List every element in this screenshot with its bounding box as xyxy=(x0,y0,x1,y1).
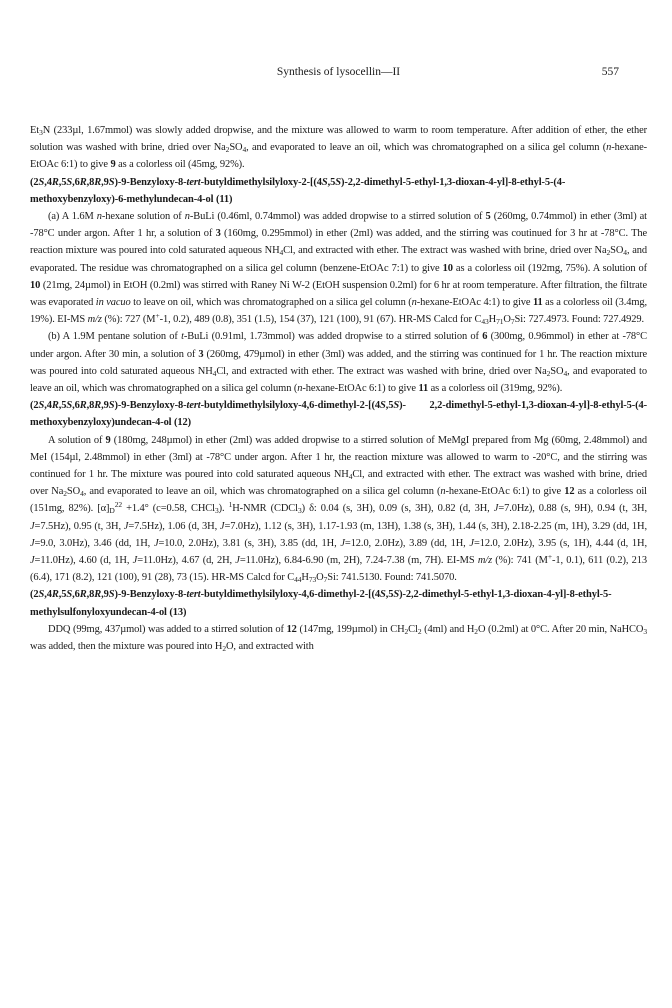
compound-heading-12: (2S,4R,5S,6R,8R,9S)-9-Benzyloxy-8-tert-butyldimethylsilyloxy-4,6-dimethyl-2-[(4S,5S)- 2,2-dimethyl-5-ethyl-1,3-dioxan-4-yl]-8-ethyl-5-(4-methoxybenzyloxy)undecan-4-ol (12) xyxy=(30,400,647,429)
body-paragraph: (b) A 1.9M pentane solution of t-BuLi (0.91ml, 1.73mmol) was added dropwise to a stirred solution of 6 (300mg, 0.96mmol) in ether at -78°C under argon. After 30 min, a solution of 3 (260mg, 479µmol) in ether (3ml) was added, and the stirring was continued for 1 hr. The reaction mixture was poured into cold saturated aqueous $NH_4Cl$, and extracted with ether. The extract was washed with brine, dried over $Na_2SO_4$, and evaporated to leave an oil, which was chromatographed on a silica gel column (n-hexane-EtOAc 6:1) to give 11 as a colorless oil (319mg, 92%). xyxy=(30,331,647,395)
body-paragraph: (a) A 1.6M n-hexane solution of n-BuLi (0.46ml, 0.74mmol) was added dropwise to a stirred solution of 5 (260mg, 0.74mmol) in ether (3ml) at -78°C under argon. After 1 hr, a solution of 3 (160mg, 0.295mmol) in ether (2ml) was added, and the stirring was coutinued for 3 hr at -78°C. The reaction mixture was poured into cold saturated aqueous $NH_4Cl$, and extracted with ether. The extract was washed with brine, dried over $Na_2SO_4$, and evaporated. The residue was chromatographed on a silica gel column (benzene-EtOAc 7:1) to give 10 as a colorless oil (192mg, 75%). A solution of 10 (21mg, 24µmol) in EtOH (0.2ml) was stirred with Raney Ni W-2 (EtOH suspension 0.2ml) for 6 hr at room temperature. After filtration, the filtrate was evaporated in vacuo to leave on oil, which was chromatographed on a silica gel column (n-hexane-EtOAc 4:1) to give 11 as a colorless oil (3.4mg, 19%). EI-MS m/z (%): 727 (M+-1, 0.2), 489 (0.8), 351 (1.5), 154 (37), 121 (100), 91 (67). HR-MS Calcd for $C_{43}H_{71}O_7Si$: 727.4973. Found: 727.4929. xyxy=(30,211,648,327)
article-body xyxy=(30,122,647,655)
compound-heading-13: (2S,4R,5S,6R,8R,9S)-9-Benzyloxy-8-tert-butyldimethylsilyloxy-4,6-dimethyl-2-[(4S,5S)-2,2-dimethyl-5-ethyl-1,3-dioxan-4-yl]-8-ethyl-5-methylsulfonyloxyundecan-4-ol (13) xyxy=(30,589,612,618)
page-number: 557 xyxy=(601,66,619,78)
body-paragraph: $Et_3N$ (233µl, 1.67mmol) was slowly added dropwise, and the mixture was allowed to warm to room temperature. After addition of ether, the ether solution was washed with brine, dried over $Na_2SO_4$, and evaporated to leave an oil, which was chromatographed on a silica gel column (n-hexane-EtOAc 6:1) to give 9 as a colorless oil (45mg, 92%). xyxy=(30,125,647,171)
running-title: Synthesis of lysocellin—II xyxy=(276,66,401,78)
body-paragraph: A solution of 9 (180mg, 248µmol) in ether (2ml) was added dropwise to a stirred solution of MeMgI prepared from Mg (60mg, 2.48mmol) and MeI (154µl, 2.48mmol) in ether (3ml) at -78°C under argon. After 1 hr, the reaction mixture was allowed to warm to -20°C, and the stirring was continued for 1 hr. The mixture was poured into cold saturated aqueous $NH_4Cl$, and extracted with ether. The extract was washed with brine, dried over $Na_2SO_4$, and evaporated to leave an oil, which was chromatographed on a silica gel column (n-hexane-EtOAc 6:1) to give 12 as a colorless oil (151mg, 82%). $[\alpha]_D^{22} +1.4^\circ$ (c=0.58, CHCl$_3$). $^1$H-NMR (CDCl$_3$) δ: 0.04 (s, 3H), 0.09 (s, 3H), 0.82 (d, 3H, J=7.0Hz), 0.88 (s, 9H), 0.94 (t, 3H, J=7.5Hz), 0.95 (t, 3H, J=7.5Hz), 1.06 (d, 3H, J=7.0Hz), 1.12 (s, 3H), 1.17-1.93 (m, 13H), 1.38 (s, 3H), 1.44 (s, 3H), 2.18-2.25 (m, 1H), 3.29 (dd, 1H, J=9.0, 3.0Hz), 3.46 (dd, 1H, J=10.0, 2.0Hz), 3.81 (s, 3H), 3.85 (dd, 1H, J=12.0, 2.0Hz), 3.89 (dd, 1H, J=12.0, 2.0Hz), 3.95 (s, 1H), 4.44 (d, 1H, J=11.0Hz), 4.60 (d, 1H, J=11.0Hz), 4.67 (d, 2H, J=11.0Hz), 6.84-6.90 (m, 2H), 7.24-7.38 (m, 7H). EI-MS m/z (%): 741 (M+-1, 0.1), 611 (0.2), 213 (6.4), 171 (8.2), 121 (100), 91 (28), 73 (15). HR-MS Calcd for $C_{44}H_{73}O_7Si$: 741.5130. Found: 741.5070. xyxy=(30,434,648,585)
body-paragraph: DDQ (99mg, 437µmol) was added to a stirred solution of 12 (147mg, 199µmol) in $CH_2Cl_2$ (4ml) and $H_2O$ (0.2ml) at 0°C. After 20 min, NaHCO$_3$ was added, then the mixture was poured into $H_2O$, and extracted with xyxy=(30,623,648,654)
running-header xyxy=(30,66,647,82)
compound-heading-11: (2S,4R,5S,6R,8R,9S)-9-Benzyloxy-8-tert-butyldimethylsilyloxy-2-[(4S,5S)-2,2-dimethyl-5-ethyl-1,3-dioxan-4-yl]-8-ethyl-5-(4-methoxybenzyloxy)-6-methylundecan-4-ol (11) xyxy=(30,176,566,205)
